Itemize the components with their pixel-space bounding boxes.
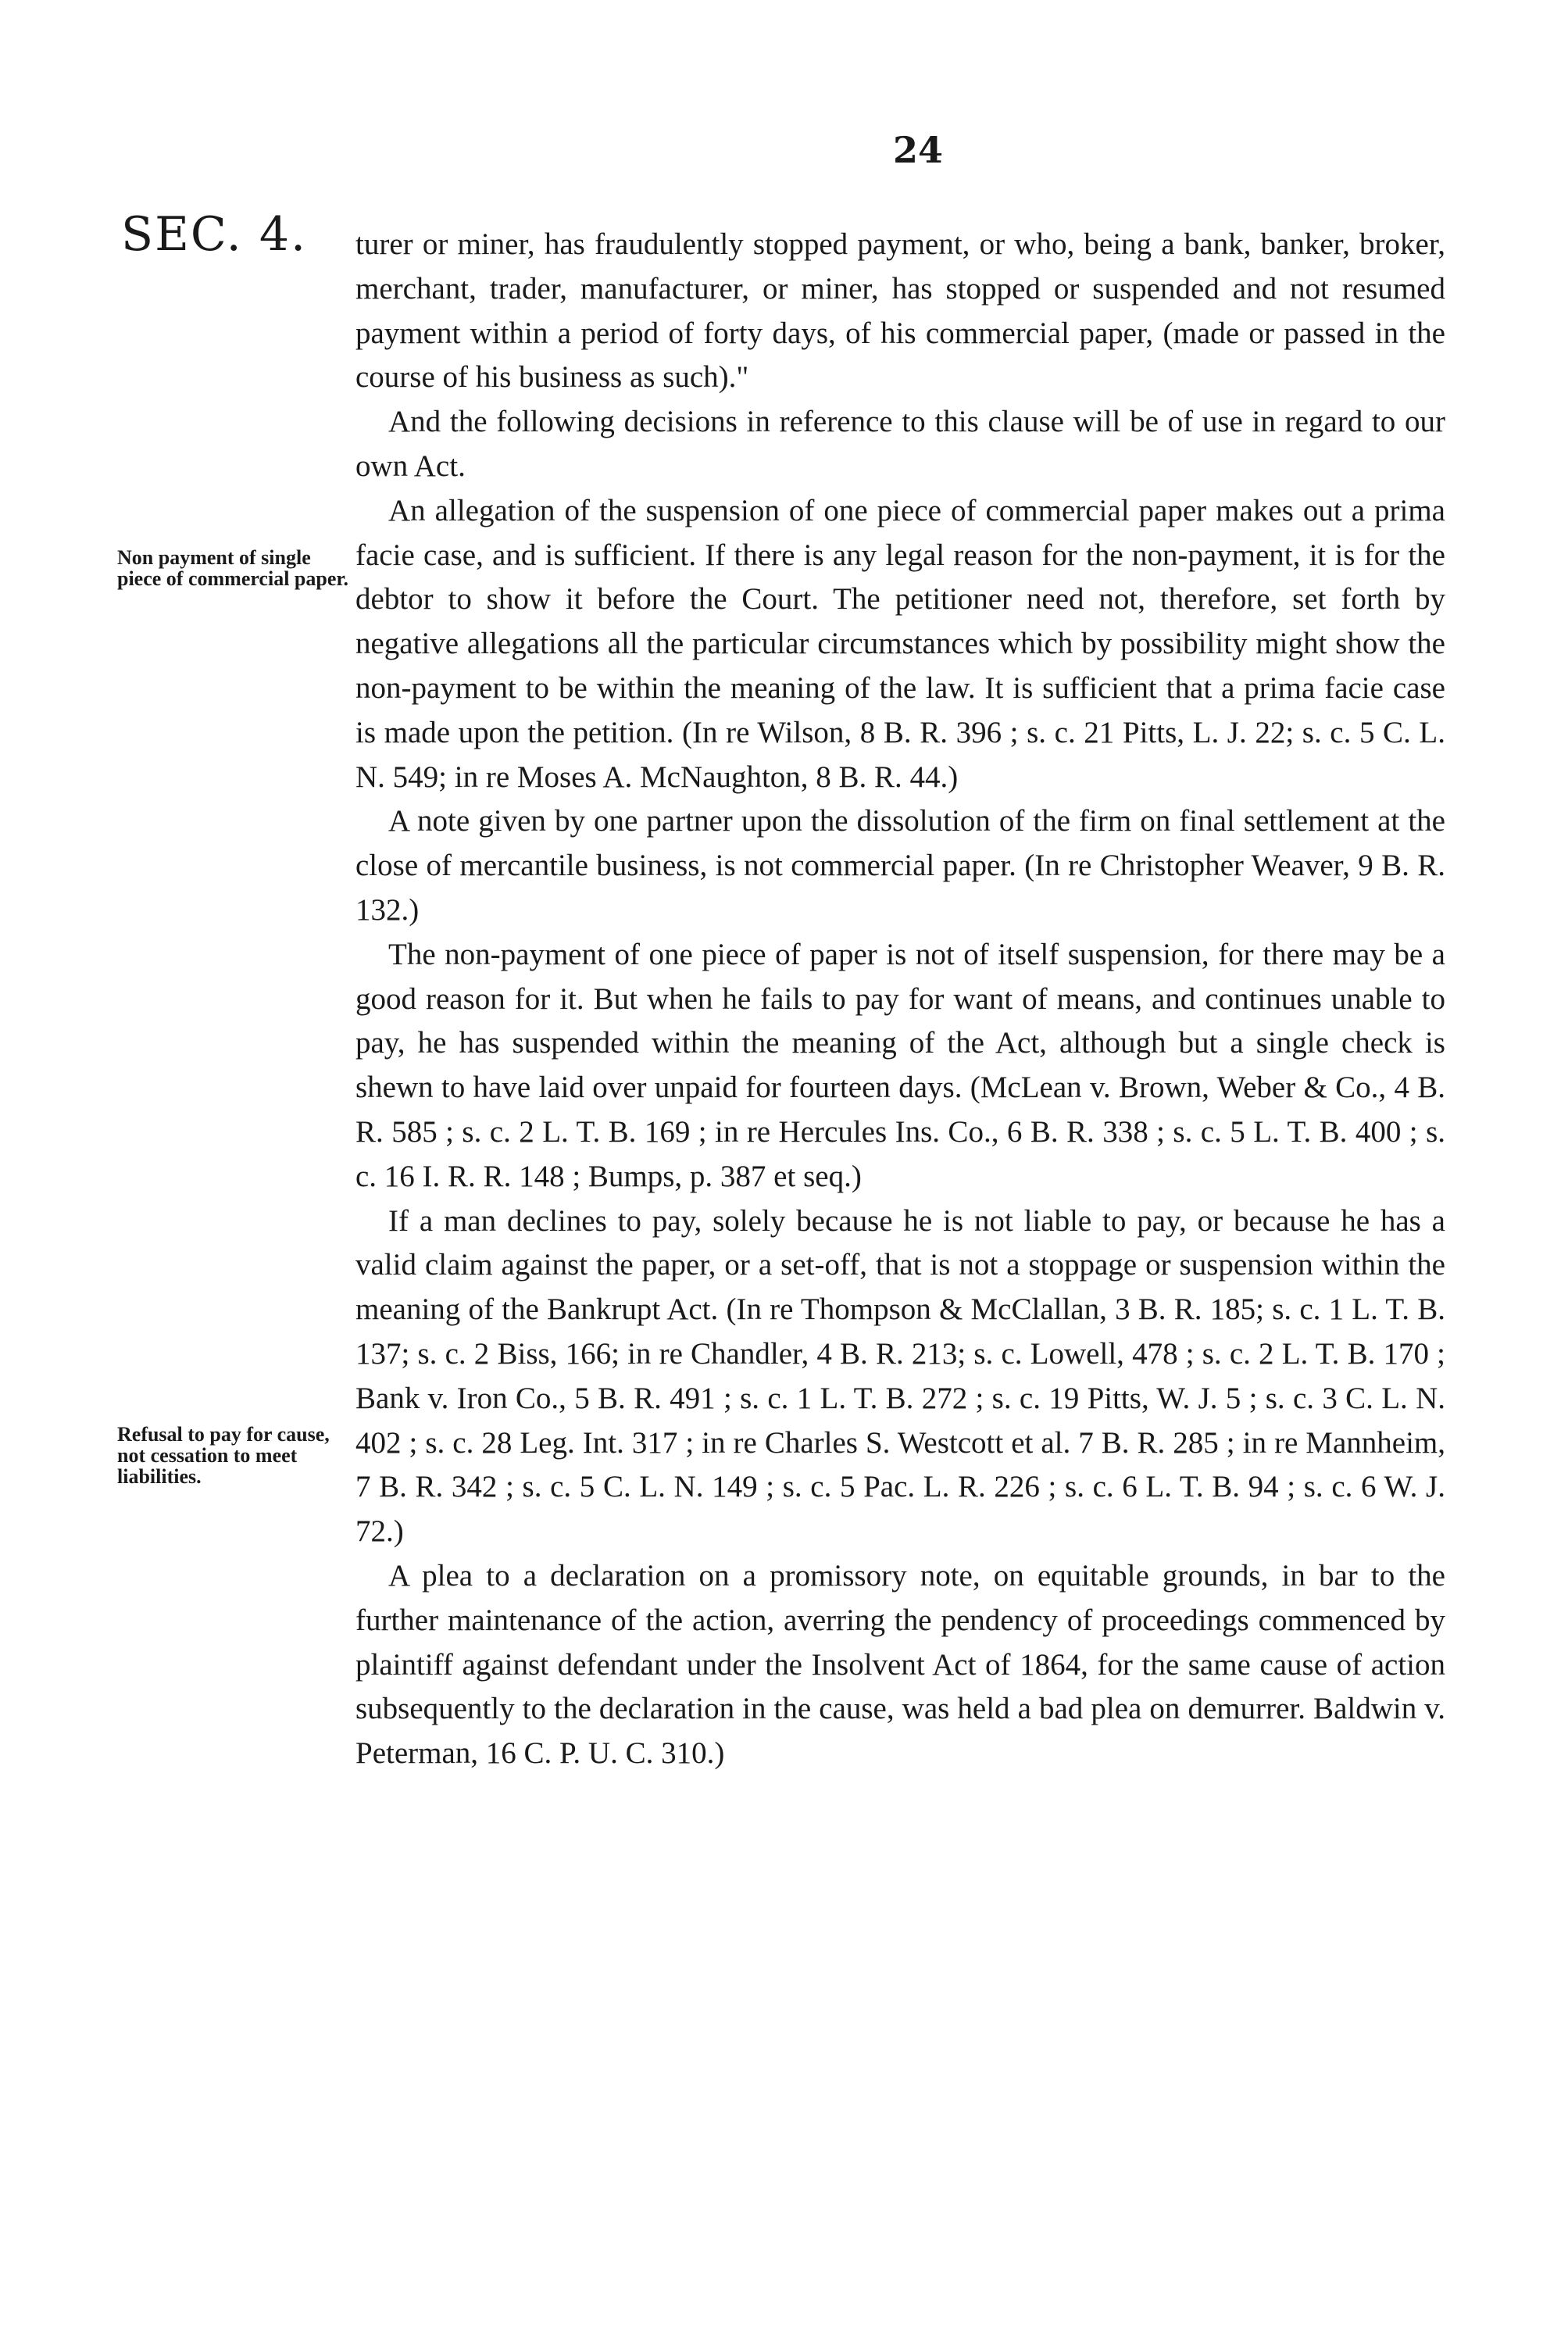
paragraph-decisions-intro: And the following decisions in reference to this clause will be of use in regard to our own Act. [355, 405, 1445, 483]
page-number: 24 [892, 129, 943, 171]
paragraph-single-piece: An allegation of the suspension of one piece of commercial paper makes out a prima facie case, and is sufficient. If there is any legal reason for the non-payment, it is for the debtor to show it before the Court. The petitioner need not, therefore, set forth by negative allegations all the particular circumstances which by possibility might show the non-payment to be within the meaning of the law. It is sufficient that a prima facie case is made upon the petition. (In re Wilson, 8 B. R. 396 ; s. c. 21 Pitts, L. J. 22; s. c. 5 C. L. N. 549; in re Moses A. McNaughton, 8 B. R. 44.) [355, 493, 1445, 794]
paragraph-declines-to-pay: If a man declines to pay, solely because he is not liable to pay, or because he has a valid claim against the paper, or a set-off, that is not a stoppage or suspension within the meaning of the Bankrupt Act. (In re Thompson & McClallan, 3 B. R. 185; s. c. 1 L. T. B. 137; s. c. 2 Biss, 166; in re Chandler, 4 B. R. 213; s. c. Lowell, 478 ; s. c. 2 L. T. B. 170 ; Bank v. Iron Co., 5 B. R. 491 ; s. c. 1 L. T. B. 272 ; s. c. 19 Pitts, W. J. 5 ; s. c. 3 C. L. N. 402 ; s. c. 28 Leg. Int. 317 ; in re Charles S. Westcott et al. 7 B. R. 285 ; in re Mannheim, 7 B. R. 342 ; s. c. 5 C. L. N. 149 ; s. c. 5 Pac. L. R. 226 ; s. c. 6 L. T. B. 94 ; s. c. 6 W. J. 72.) [355, 1203, 1445, 1549]
body-text [355, 223, 1445, 1776]
margin-note-refusal-to-pay: Refusal to pay for cause, not cessation to meet liabilities. [117, 1423, 330, 1488]
paragraph-partner-note: A note given by one partner upon the dissolution of the firm on final settlement at the close of mercantile business, is not commercial paper. (In re Christopher Weaver, 9 B. R. 132.) [355, 804, 1445, 927]
section-label: SEC. 4. [121, 207, 308, 262]
paragraph-continuation: turer or miner, has fraudulently stopped payment, or who, being a bank, banker, broker, merchant, trader, manufacturer, or miner, has stopped or suspended and not resumed payment within a period of forty days, of his commercial paper, (made or passed in the course of his business as such)." [355, 227, 1445, 395]
margin-note-non-payment: Non payment of single piece of commercial paper. [117, 546, 349, 590]
paragraph-non-payment: The non-payment of one piece of paper is not of itself suspension, for there may be a good reason for it. But when he fails to pay for want of means, and continues unable to pay, he has suspended within the meaning of the Act, although but a single check is shewn to have laid over unpaid for fourteen days. (McLean v. Brown, Weber & Co., 4 B. R. 585 ; s. c. 2 L. T. B. 169 ; in re Hercules Ins. Co., 6 B. R. 338 ; s. c. 5 L. T. B. 400 ; s. c. 16 I. R. R. 148 ; Bumps, p. 387 et seq.) [355, 937, 1445, 1193]
paragraph-plea: A plea to a declaration on a promissory note, on equitable grounds, in bar to the further maintenance of the action, averring the pendency of proceedings commenced by plaintiff against defendant under the Insolvent Act of 1864, for the same cause of action subsequently to the declaration in the cause, was held a bad plea on demurrer. Baldwin v. Peterman, 16 C. P. U. C. 310.) [355, 1558, 1445, 1771]
